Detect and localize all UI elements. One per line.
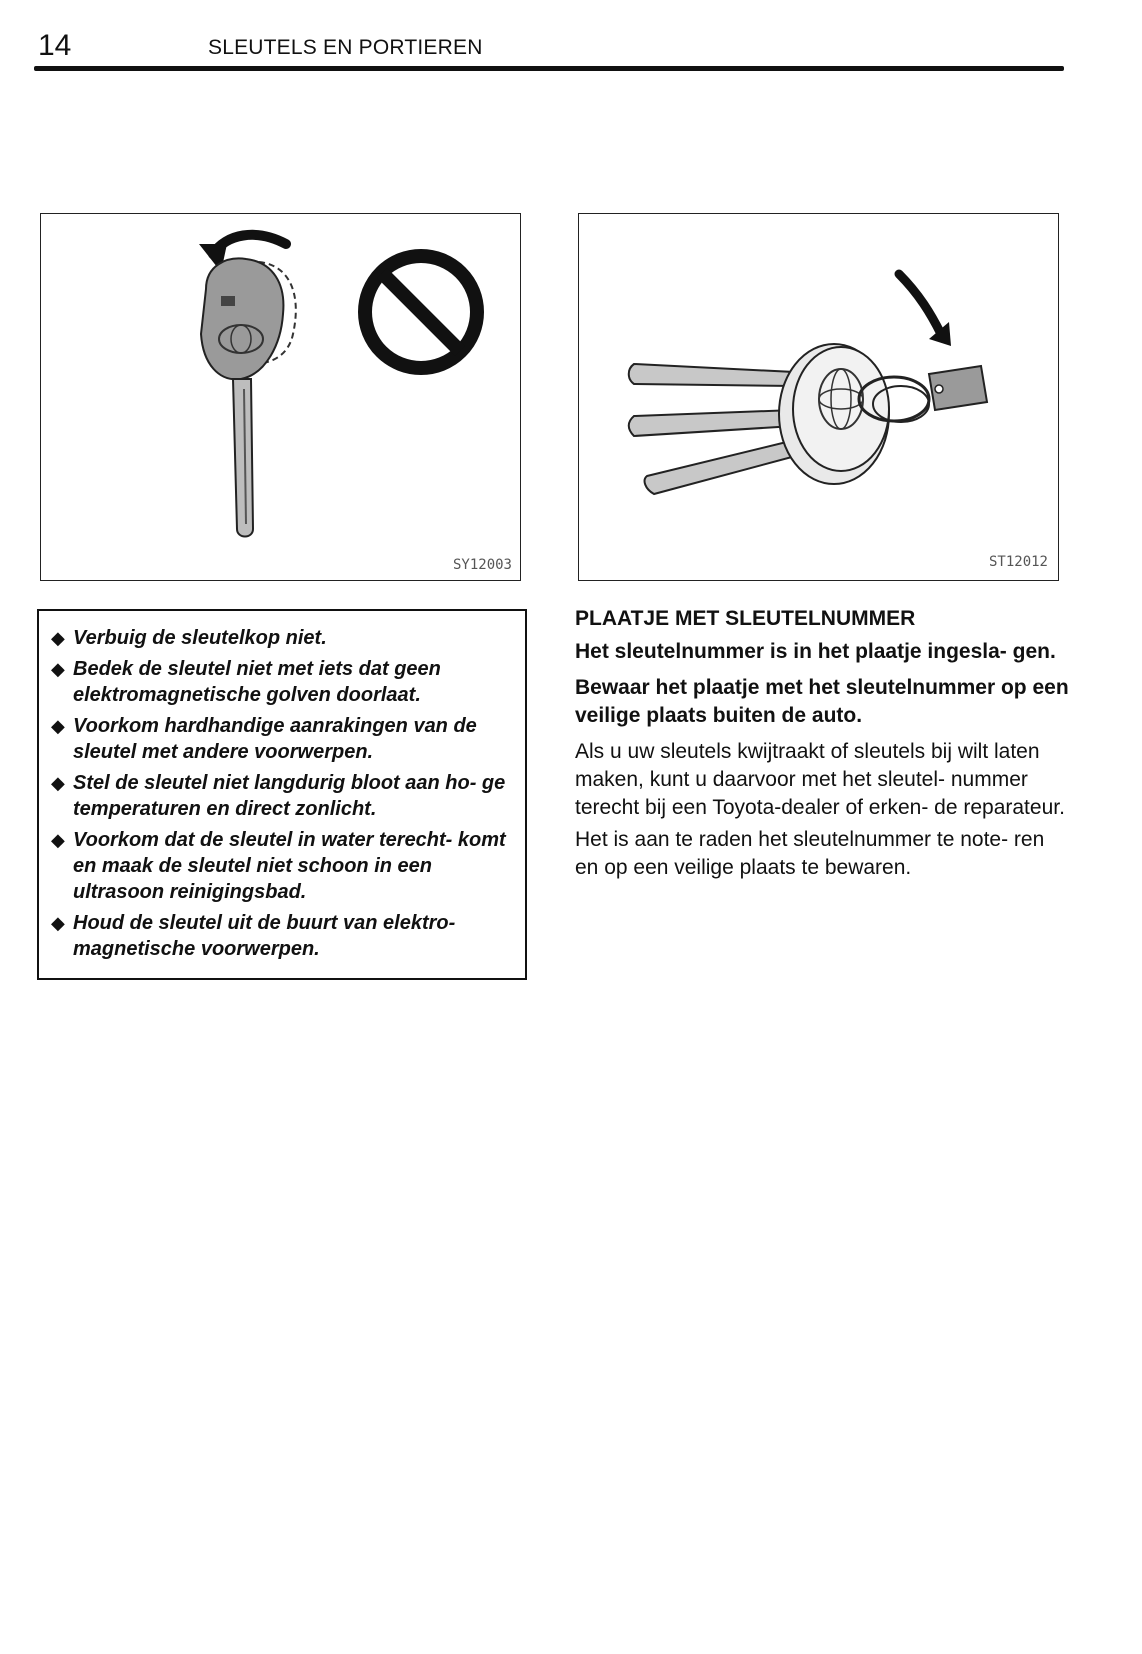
diamond-bullet-icon: ◆ [51,628,65,648]
figure-code: SY12003 [452,557,512,573]
caution-item [51,910,513,962]
caution-item [51,713,513,765]
caution-text: Voorkom hardhandige aanrakingen van de sleutel met andere voorwerpen. [73,715,477,763]
caution-item [51,827,513,905]
diamond-bullet-icon: ◆ [51,913,65,933]
caution-text: Bedek de sleutel niet met iets dat geen elektromagnetische golven doorlaat. [73,658,441,706]
section-heading: PLAATJE MET SLEUTELNUMMER [575,607,916,630]
key-plate-section [575,604,1070,886]
body-paragraph: Als u uw sleutels kwijtraakt of sleutels bij wilt laten maken, kunt u daarvoor met het sleutel- nummer terecht bij een Toyota‑dealer of erken- de reparateur. [575,740,1065,819]
figure-key-number-plate [578,213,1059,581]
caution-item [51,770,513,822]
page-number: 14 [38,29,72,62]
bold-paragraph: Het sleutelnummer is in het plaatje ingesla- gen. [575,640,1056,663]
caution-box [37,609,527,980]
caution-text: Houd de sleutel uit de buurt van elektro- magnetische voorwerpen. [73,912,456,960]
caution-item [51,625,513,651]
figure-code: ST12012 [988,554,1048,570]
caution-item [51,656,513,708]
key-ring-illustration [579,214,1058,580]
figure-key-bend-prohibited [40,213,521,581]
diamond-bullet-icon: ◆ [51,659,65,679]
body-paragraph: Het is aan te raden het sleutelnummer te note- ren en op een veilige plaats te bewaren. [575,828,1045,879]
diamond-bullet-icon: ◆ [51,830,65,850]
diamond-bullet-icon: ◆ [51,773,65,793]
caution-text: Stel de sleutel niet langdurig bloot aan ho- ge temperaturen en direct zonlicht. [73,772,506,820]
caution-text: Verbuig de sleutelkop niet. [73,627,327,649]
diamond-bullet-icon: ◆ [51,716,65,736]
section-title: SLEUTELS EN PORTIEREN [208,36,483,59]
bold-paragraph: Bewaar het plaatje met het sleutelnummer op een veilige plaats buiten de auto. [575,676,1069,727]
key-bend-illustration [41,214,520,580]
caution-text: Voorkom dat de sleutel in water terecht- komt en maak de sleutel niet schoon in een ultrasoon reinigingsbad. [73,829,506,903]
header-rule [34,66,1064,71]
